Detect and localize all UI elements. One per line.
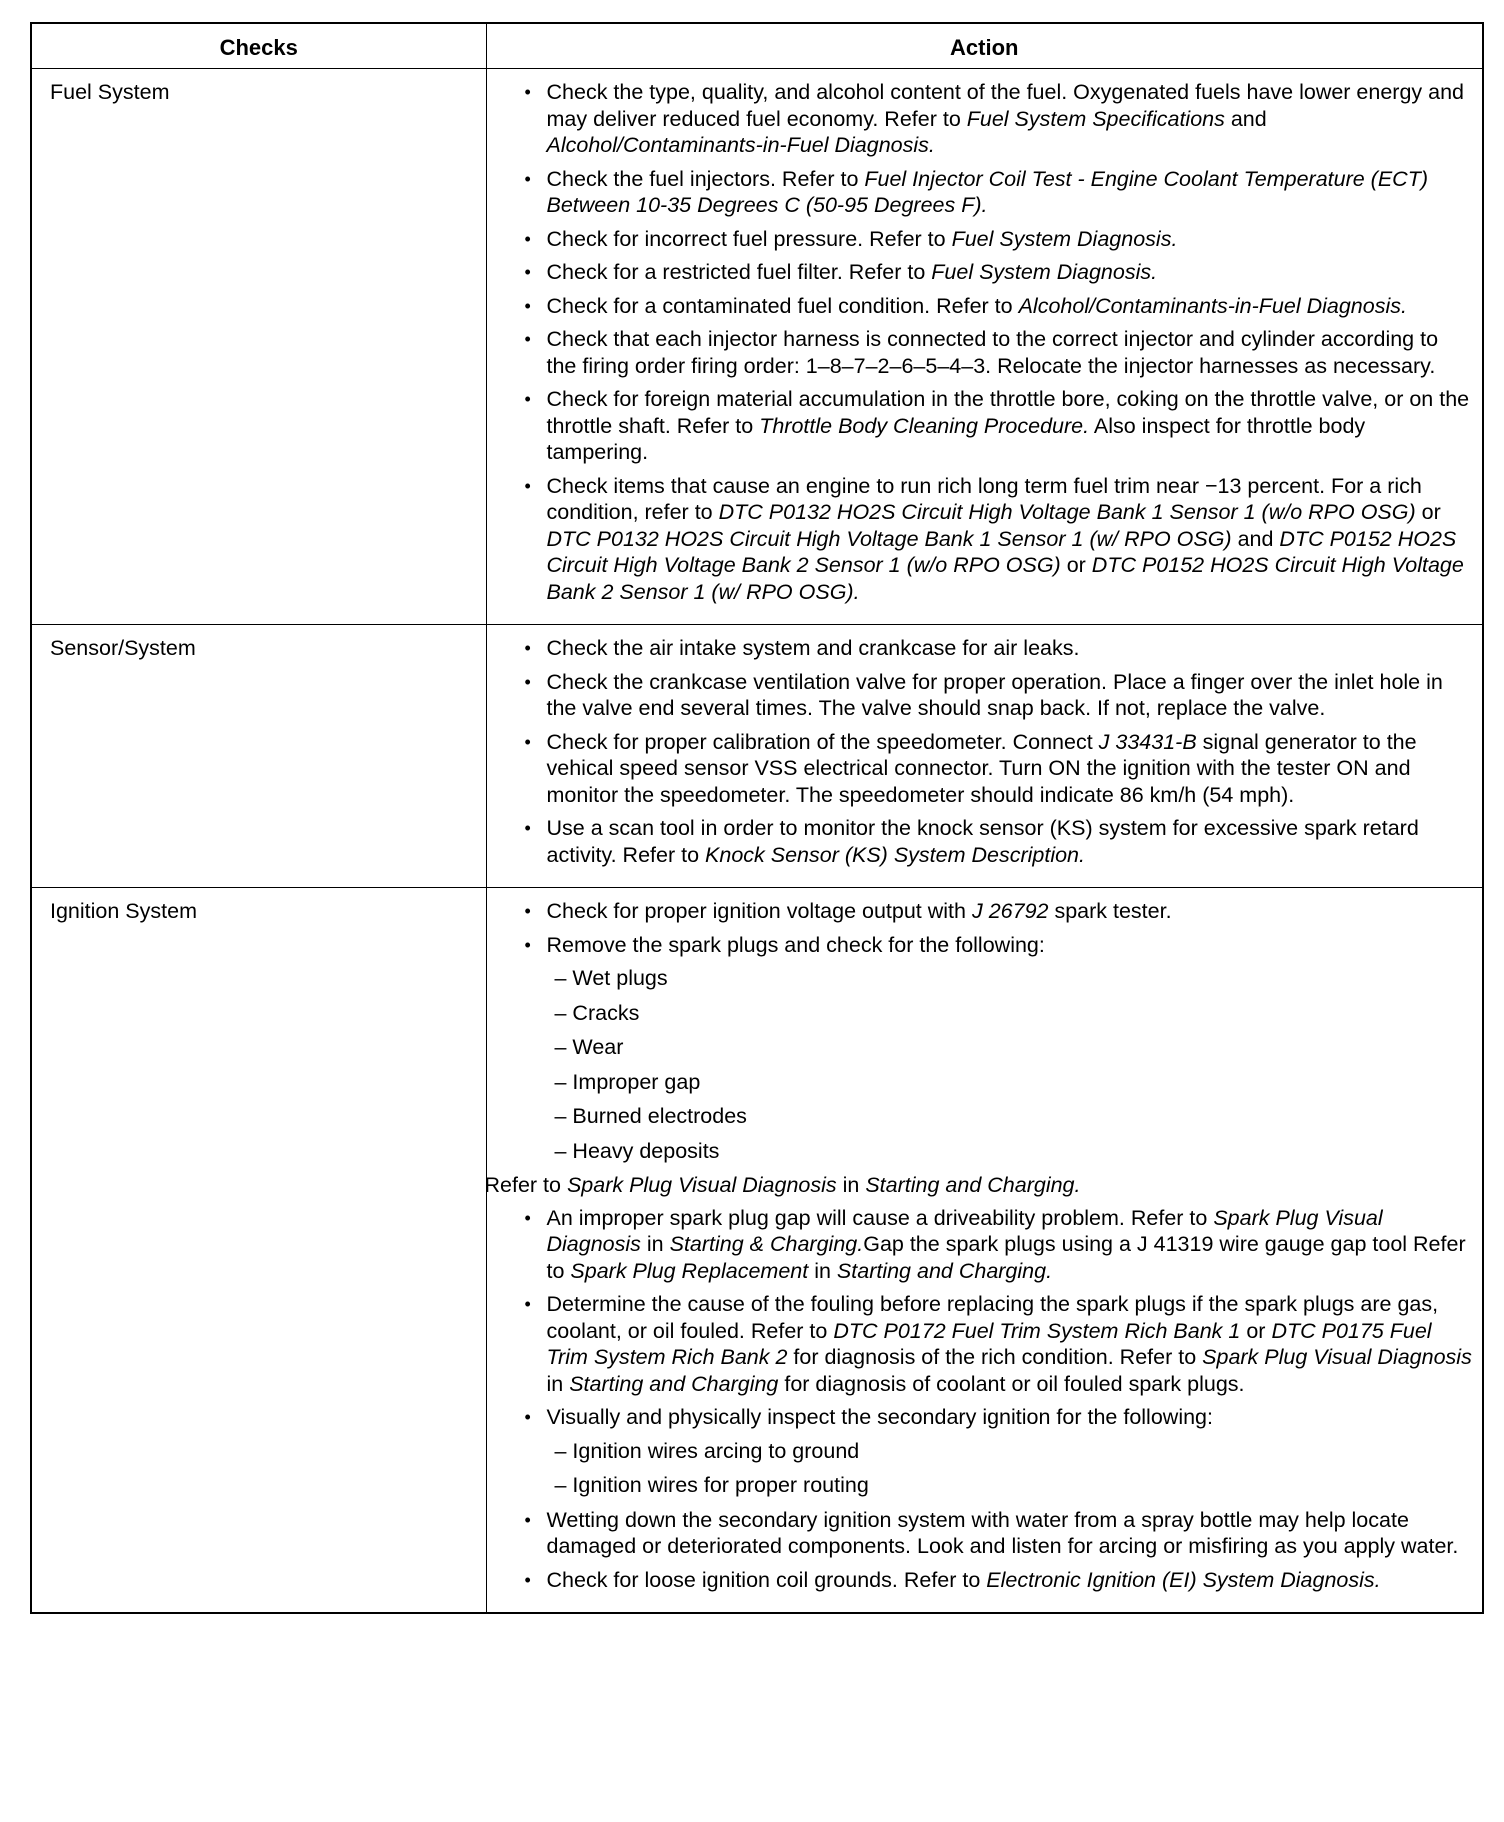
sub-item (525, 1034, 1473, 1061)
body-text: Check the type, quality, and alcohol content of the fuel. Oxygenated fuels have lower energy and may deliver reduced fuel economy. Refer to (546, 80, 1465, 131)
action-cell (486, 888, 1483, 1614)
reference-text: Starting & Charging. (669, 1232, 864, 1256)
action-list (525, 635, 1473, 868)
body-text: and (1231, 526, 1280, 551)
note-text (485, 1172, 1473, 1199)
body-text: – Heavy deposits (554, 1138, 720, 1163)
reference-text: Electronic Ignition (EI) System Diagnosis. (986, 1567, 1381, 1592)
body-text: Also inspect for throttle body tampering. (546, 413, 1366, 464)
action-cell (486, 625, 1483, 888)
reference-text: DTC P0132 HO2S Circuit High Voltage Bank 1 Sensor 1 (w/ RPO OSG) (546, 526, 1232, 551)
action-item (525, 326, 1473, 379)
reference-text: Spark Plug Visual Diagnosis (566, 1173, 837, 1197)
reference-text: Alcohol/Contaminants-in-Fuel Diagnosis. (1018, 293, 1407, 318)
body-text: or (1240, 1318, 1272, 1343)
table-row (31, 888, 1483, 1614)
body-text: Check that each injector harness is connected to the correct injector and cylinder according to the firing order firing order: 1–8–7–2–6–5–4–3. Relocate the injector harnesses as necessary. (546, 327, 1439, 378)
sub-item (525, 1103, 1473, 1130)
reference-text: Fuel Injector Coil Test - Engine Coolant Temperature (ECT) Between 10-35 Degrees C (50-95 Degrees F). (546, 166, 1429, 217)
body-text: for diagnosis of the rich condition. Refer to (787, 1345, 1203, 1369)
body-text: in (836, 1173, 866, 1197)
reference-text: Fuel System Diagnosis. (951, 226, 1178, 251)
action-cell (486, 69, 1483, 625)
body-text: Check for incorrect fuel pressure. Refer to (546, 226, 952, 251)
action-item (525, 1507, 1473, 1560)
body-text: Use a scan tool in order to monitor the knock sensor (KS) system for excessive spark retard activity. Refer to (546, 816, 1419, 867)
check-cell: Fuel System (31, 69, 486, 625)
body-text: – Burned electrodes (554, 1104, 747, 1128)
table-row (31, 625, 1483, 888)
body-text: Check for foreign material accumulation in the throttle bore, coking on the throttle valve, or on the throttle shaft. Refer to (546, 387, 1470, 438)
reference-text: DTC P0175 Fuel Trim System Rich Bank 2 (546, 1318, 1432, 1369)
body-text: Check for a restricted fuel filter. Refer to (546, 260, 932, 284)
body-text: Check the fuel injectors. Refer to (546, 166, 865, 191)
body-text: Wetting down the secondary ignition system with water from a spray bottle may help locate damaged or deteriorated components. Look and listen for arcing or misfiring as you apply water. (546, 1507, 1459, 1558)
reference-text: Spark Plug Visual Diagnosis (1202, 1345, 1472, 1369)
sub-item (525, 965, 1473, 992)
body-text: – Cracks (554, 1000, 640, 1025)
action-header: Action (486, 23, 1483, 69)
sub-item (525, 1000, 1473, 1027)
action-item (525, 473, 1473, 606)
diagnosis-table (30, 22, 1484, 1614)
action-item (525, 898, 1473, 925)
reference-text: DTC P0132 HO2S Circuit High Voltage Bank 1 Sensor 1 (w/o RPO OSG) (718, 500, 1416, 524)
body-text: in (640, 1232, 670, 1256)
reference-text: Alcohol/Contaminants-in-Fuel Diagnosis. (546, 133, 935, 157)
body-text: Check for a contaminated fuel condition. Refer to (546, 293, 1019, 318)
body-text: Visually and physically inspect the secondary ignition for the following: (546, 1405, 1213, 1429)
action-item (525, 669, 1473, 722)
action-list (525, 79, 1473, 605)
sub-item (525, 1438, 1473, 1465)
body-text: or (1060, 553, 1092, 577)
action-item (525, 166, 1473, 219)
body-text: Check the crankcase ventilation valve for proper operation. Place a finger over the inlet hole in the valve end several times. The valve should snap back. If not, replace the valve. (546, 669, 1443, 720)
body-text: Check for proper calibration of the speedometer. Connect (546, 729, 1099, 754)
action-item (525, 729, 1473, 809)
reference-text: DTC P0172 Fuel Trim System Rich Bank 1 (833, 1318, 1241, 1343)
check-cell: Ignition System (31, 888, 486, 1614)
body-text: – Wear (554, 1035, 624, 1059)
reference-text: DTC P0152 HO2S Circuit High Voltage Bank 2 Sensor 1 (w/ RPO OSG). (546, 553, 1464, 604)
action-item (525, 259, 1473, 286)
body-text: An improper spark plug gap will cause a driveability problem. Refer to (546, 1205, 1214, 1230)
reference-text: Starting and Charging. (865, 1173, 1081, 1197)
body-text: Check for proper ignition voltage output with (546, 899, 972, 923)
body-text: for diagnosis of coolant or oil fouled spark plugs. (778, 1371, 1245, 1396)
checks-header: Checks (31, 23, 486, 69)
body-text: or (1415, 500, 1441, 524)
header-row (31, 23, 1483, 69)
table-body (31, 69, 1483, 1614)
body-text: Check for loose ignition coil grounds. Refer to (546, 1567, 987, 1592)
action-item (525, 1567, 1473, 1594)
reference-text: Starting and Charging (569, 1371, 779, 1396)
reference-text: J 33431-B (1098, 729, 1197, 754)
action-item (525, 226, 1473, 253)
body-text: Check the air intake system and crankcase for air leaks. (546, 636, 1080, 660)
sub-item (525, 1138, 1473, 1165)
table-row (31, 69, 1483, 625)
action-item (525, 932, 1473, 959)
action-item (525, 79, 1473, 159)
reference-text: Fuel System Specifications (966, 106, 1225, 131)
body-text: – Wet plugs (554, 966, 668, 990)
check-cell: Sensor/System (31, 625, 486, 888)
action-list (484, 898, 1473, 1593)
body-text: Check items that cause an engine to run rich long term fuel trim near −13 percent. For a rich condition, refer to (546, 473, 1422, 524)
body-text: Remove the spark plugs and check for the following: (546, 932, 1045, 957)
body-text: – Ignition wires for proper routing (554, 1473, 869, 1497)
body-text: Gap the spark plugs using a J 41319 wire gauge gap tool Refer to (546, 1232, 1466, 1283)
body-text: in (808, 1258, 837, 1283)
body-text: Refer to (484, 1173, 567, 1197)
reference-text: Spark Plug Replacement (570, 1258, 809, 1283)
action-item (525, 1291, 1473, 1397)
action-item (525, 386, 1473, 466)
reference-text: Fuel System Diagnosis. (931, 260, 1158, 284)
body-text: Determine the cause of the fouling before replacing the spark plugs if the spark plugs are gas, coolant, or oil fouled. Refer to (546, 1292, 1439, 1343)
reference-text: Starting and Charging. (836, 1258, 1053, 1283)
sub-item (525, 1069, 1473, 1096)
reference-text: Throttle Body Cleaning Procedure. (759, 413, 1090, 438)
body-text: – Improper gap (554, 1069, 701, 1094)
reference-text: Knock Sensor (KS) System Description. (705, 842, 1085, 867)
reference-text: J 26792 (971, 899, 1049, 923)
action-item (525, 1404, 1473, 1431)
action-item (525, 635, 1473, 662)
action-item (525, 815, 1473, 868)
action-item (525, 293, 1473, 320)
body-text: signal generator to the vehical speed sensor VSS electrical connector. Turn ON the ignition with the tester ON and monitor the speedometer. The speedometer should indicate 86 km/h (54 mph). (546, 729, 1417, 807)
body-text: in (546, 1371, 570, 1396)
body-text: spark tester. (1048, 899, 1172, 923)
body-text: – Ignition wires arcing to ground (554, 1438, 860, 1463)
sub-item (525, 1472, 1473, 1499)
action-item (525, 1205, 1473, 1285)
reference-text: Spark Plug Visual Diagnosis (546, 1205, 1383, 1256)
reference-text: DTC P0152 HO2S Circuit High Voltage Bank 2 Sensor 1 (w/o RPO OSG) (546, 526, 1457, 577)
body-text: and (1224, 106, 1267, 131)
